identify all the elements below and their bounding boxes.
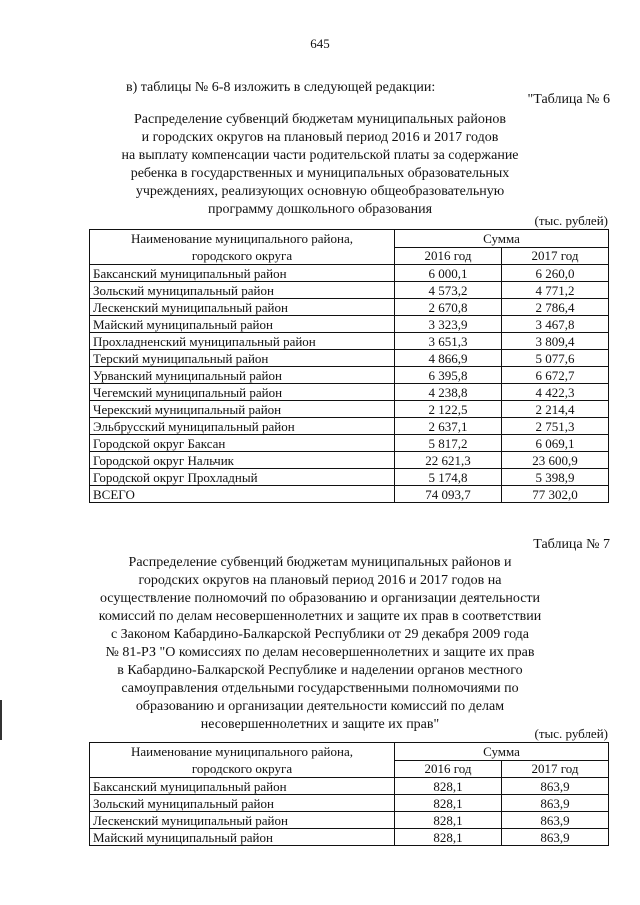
table-row <box>90 829 609 846</box>
table7-heading-line: образованию и организации деятельности комиссий по делам <box>135 699 505 714</box>
table-row <box>90 452 609 469</box>
row-2017: 77 302,0 <box>502 486 609 503</box>
row-name: Городской округ Нальчик <box>90 452 395 469</box>
row-2016: 828,1 <box>395 795 502 812</box>
table-row-total <box>90 486 609 503</box>
row-2016: 828,1 <box>395 829 502 846</box>
row-name: Чегемский муниципальный район <box>90 384 395 401</box>
row-2016: 74 093,7 <box>395 486 502 503</box>
row-name: Зольский муниципальный район <box>90 282 395 299</box>
row-2016: 828,1 <box>395 812 502 829</box>
row-name: Терский муниципальный район <box>90 350 395 367</box>
row-2017: 863,9 <box>502 812 609 829</box>
row-2017: 863,9 <box>502 795 609 812</box>
row-2016: 5 817,2 <box>395 435 502 452</box>
table7-heading-line: с Законом Кабардино-Балкарской Республики от 29 декабря 2009 года <box>110 627 530 642</box>
table-row <box>90 316 609 333</box>
row-2016: 4 238,8 <box>395 384 502 401</box>
row-2016: 2 637,1 <box>395 418 502 435</box>
table-row <box>90 435 609 452</box>
row-2017: 5 077,6 <box>502 350 609 367</box>
table6-header-name <box>90 230 395 265</box>
row-2017: 6 672,7 <box>502 367 609 384</box>
row-name: Городской округ Прохладный <box>90 469 395 486</box>
table-row <box>90 469 609 486</box>
table6 <box>89 229 609 503</box>
table7-heading-line: городских округов на плановый период 2016 и 2017 годов на <box>138 573 502 588</box>
table7-label: Таблица № 7 <box>533 537 610 552</box>
row-2017: 4 422,3 <box>502 384 609 401</box>
row-name: Урванский муниципальный район <box>90 367 395 384</box>
row-2016: 3 651,3 <box>395 333 502 350</box>
table6-heading-line: Распределение субвенций бюджетам муниципальных районов <box>134 112 506 127</box>
row-2016: 3 323,9 <box>395 316 502 333</box>
table7-heading-line: несовершеннолетних и защите их прав" <box>200 717 440 732</box>
table7-heading-line: № 81-РЗ "О комиссиях по делам несовершеннолетних и защите их прав <box>105 645 535 660</box>
intro-text: в) таблицы № 6-8 изложить в следующей редакции: <box>126 80 436 95</box>
header-name-line1: Наименование муниципального района, <box>131 744 353 759</box>
header-name-line1: Наименование муниципального района, <box>131 231 353 246</box>
table7-heading <box>80 554 560 734</box>
row-2016: 5 174,8 <box>395 469 502 486</box>
table7-heading-line: самоуправления отдельными государственными полномочиями по <box>121 681 519 696</box>
row-name: Майский муниципальный район <box>90 316 395 333</box>
row-name: Городской округ Баксан <box>90 435 395 452</box>
row-name: Прохладненский муниципальный район <box>90 333 395 350</box>
table-row <box>90 418 609 435</box>
table-row <box>90 265 609 282</box>
row-2017: 863,9 <box>502 829 609 846</box>
row-2017: 4 771,2 <box>502 282 609 299</box>
table6-heading <box>80 111 560 219</box>
row-2016: 2 670,8 <box>395 299 502 316</box>
table6-header-sum: Сумма <box>395 230 609 248</box>
table-row <box>90 367 609 384</box>
table7-unit: (тыс. рублей) <box>534 726 608 741</box>
row-2016: 4 573,2 <box>395 282 502 299</box>
table-row <box>90 401 609 418</box>
table6-label: "Таблица № 6 <box>527 92 610 107</box>
row-name: ВСЕГО <box>90 486 395 503</box>
row-2017: 23 600,9 <box>502 452 609 469</box>
row-name: Эльбрусский муниципальный район <box>90 418 395 435</box>
table6-heading-line: на выплату компенсации части родительской платы за содержание <box>121 148 519 163</box>
table7 <box>89 742 609 846</box>
table-row <box>90 333 609 350</box>
table7-heading-line: Распределение субвенций бюджетам муниципальных районов и <box>128 555 512 570</box>
table-row <box>90 795 609 812</box>
row-name: Баксанский муниципальный район <box>90 778 395 795</box>
row-name: Зольский муниципальный район <box>90 795 395 812</box>
row-2017: 6 260,0 <box>502 265 609 282</box>
page-number: 645 <box>310 36 330 51</box>
row-2017: 2 786,4 <box>502 299 609 316</box>
table7-header-2016: 2016 год <box>395 760 502 778</box>
row-2017: 2 214,4 <box>502 401 609 418</box>
table6-header-2017: 2017 год <box>502 247 609 265</box>
table7-heading-line: комиссий по делам несовершеннолетних и защите их прав в соответствии <box>98 609 542 624</box>
table7-heading-line: осуществление полномочий по образованию и организации деятельности <box>99 591 541 606</box>
table6-heading-line: и городских округов на плановый период 2016 и 2017 годов <box>141 130 499 145</box>
row-2016: 6 000,1 <box>395 265 502 282</box>
row-2017: 3 809,4 <box>502 333 609 350</box>
row-name: Майский муниципальный район <box>90 829 395 846</box>
table6-heading-line: ребенка в государственных и муниципальных образовательных <box>130 166 510 181</box>
row-name: Черекский муниципальный район <box>90 401 395 418</box>
header-name-line2: городского округа <box>191 761 293 776</box>
table-row <box>90 282 609 299</box>
row-2016: 2 122,5 <box>395 401 502 418</box>
row-2017: 6 069,1 <box>502 435 609 452</box>
row-name: Лескенский муниципальный район <box>90 299 395 316</box>
row-name: Лескенский муниципальный район <box>90 812 395 829</box>
row-name: Баксанский муниципальный район <box>90 265 395 282</box>
table6-header-2016: 2016 год <box>395 247 502 265</box>
table6-heading-line: программу дошкольного образования <box>207 202 433 217</box>
row-2017: 2 751,3 <box>502 418 609 435</box>
table7-header-sum: Сумма <box>395 743 609 761</box>
row-2017: 3 467,8 <box>502 316 609 333</box>
table-row <box>90 350 609 367</box>
table-row <box>90 778 609 795</box>
row-2016: 6 395,8 <box>395 367 502 384</box>
table-row <box>90 812 609 829</box>
table7-header-name <box>90 743 395 778</box>
table7-heading-line: в Кабардино-Балкарской Республике и наделении органов местного <box>117 663 523 678</box>
table6-unit: (тыс. рублей) <box>534 213 608 228</box>
row-2016: 22 621,3 <box>395 452 502 469</box>
row-2016: 4 866,9 <box>395 350 502 367</box>
page-edge-mark <box>0 700 2 740</box>
header-name-line2: городского округа <box>191 248 293 263</box>
table6-heading-line: учреждениях, реализующих основную общеобразовательную <box>135 184 505 199</box>
table7-header-2017: 2017 год <box>502 760 609 778</box>
row-2017: 863,9 <box>502 778 609 795</box>
row-2017: 5 398,9 <box>502 469 609 486</box>
row-2016: 828,1 <box>395 778 502 795</box>
table-row <box>90 384 609 401</box>
table-row <box>90 299 609 316</box>
